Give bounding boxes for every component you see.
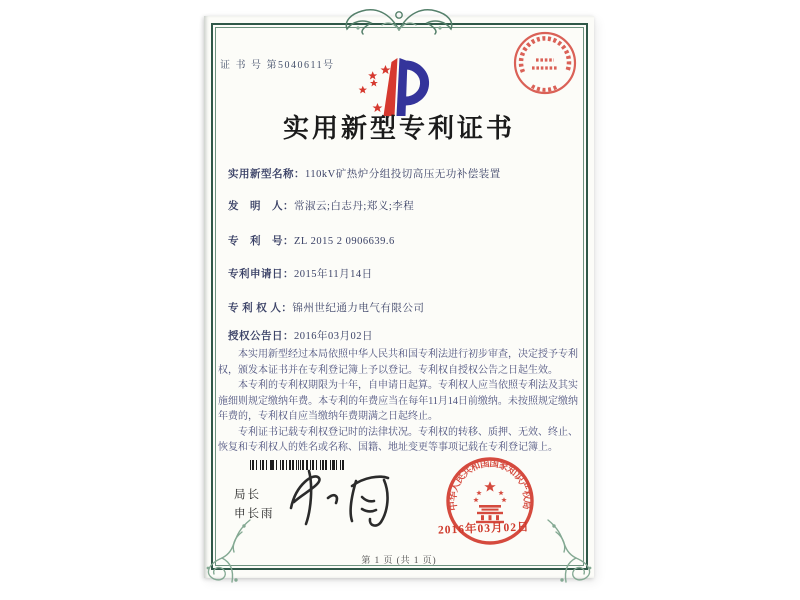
- patent-certificate-page: [204, 16, 594, 578]
- field-label: 授权公告日：: [228, 331, 294, 342]
- field-value: 常淑云;白志丹;郑义;李程: [294, 201, 415, 212]
- field-value: 锦州世纪通力电气有限公司: [292, 303, 425, 314]
- certificate-body-text: [218, 347, 578, 456]
- field-label: 专 利 号：: [228, 236, 294, 247]
- body-paragraph: 本专利的专利权期限为十年，自申请日起算。专利权人应当依照专利法及其实施细则规定缴纳年费。本专利的年费应当在每年11月14日前缴纳。未按照规定缴纳年费的，专利权自应当缴纳年费期满之日起终止。: [218, 380, 578, 422]
- seal-date: 2016年03月02日: [437, 521, 530, 537]
- field-label: 发 明 人：: [228, 201, 294, 212]
- field-label: 实用新型名称：: [228, 169, 305, 180]
- bottom-right-flourish-icon: [542, 518, 600, 586]
- body-paragraph: 专利证书记载专利权登记时的法律状况。专利权的转移、质押、无效、终止、恢复和专利权人的姓名或名称、国籍、地址变更等事项记载在专利登记簿上。: [218, 426, 578, 453]
- body-paragraph: 本实用新型经过本局依照中华人民共和国专利法进行初步审查，决定授予专利权，颁发本证书并在专利登记簿上予以登记。专利权自授权公告之日起生效。: [218, 349, 578, 376]
- certificate-title: 实用新型专利证书: [282, 114, 515, 143]
- field-value: 110kV矿热炉分组投切高压无功补偿装置: [305, 169, 501, 180]
- field-value: ZL 2015 2 0906639.6: [294, 236, 395, 247]
- top-ornament-crest-icon: [336, 3, 462, 35]
- seal-ring-text: 中华人民共和国国家知识产权局: [448, 459, 532, 512]
- field-utility-model-name: [228, 166, 578, 181]
- field-application-date: [228, 266, 578, 281]
- signer-name: 申长雨: [234, 508, 275, 520]
- field-patentee: [228, 300, 578, 315]
- field-label: 专利申请日：: [228, 269, 294, 280]
- national-emblem-icon: [473, 481, 507, 523]
- field-inventors: [228, 198, 578, 213]
- signer-title: 局长: [234, 489, 261, 501]
- field-patent-number: [228, 233, 578, 248]
- field-value: 2015年11月14日: [294, 269, 373, 280]
- field-value: 2016年03月02日: [294, 331, 373, 342]
- bottom-left-flourish-icon: [198, 518, 256, 586]
- director-signature: [284, 468, 412, 528]
- field-grant-publication-date: [228, 328, 578, 343]
- agency-red-stamp-icon: [512, 30, 578, 96]
- certificate-number: 证 书 号 第5040611号: [220, 60, 335, 71]
- field-label: 专 利 权 人：: [228, 303, 293, 314]
- page-number: 第 1 页 (共 1 页): [361, 555, 437, 565]
